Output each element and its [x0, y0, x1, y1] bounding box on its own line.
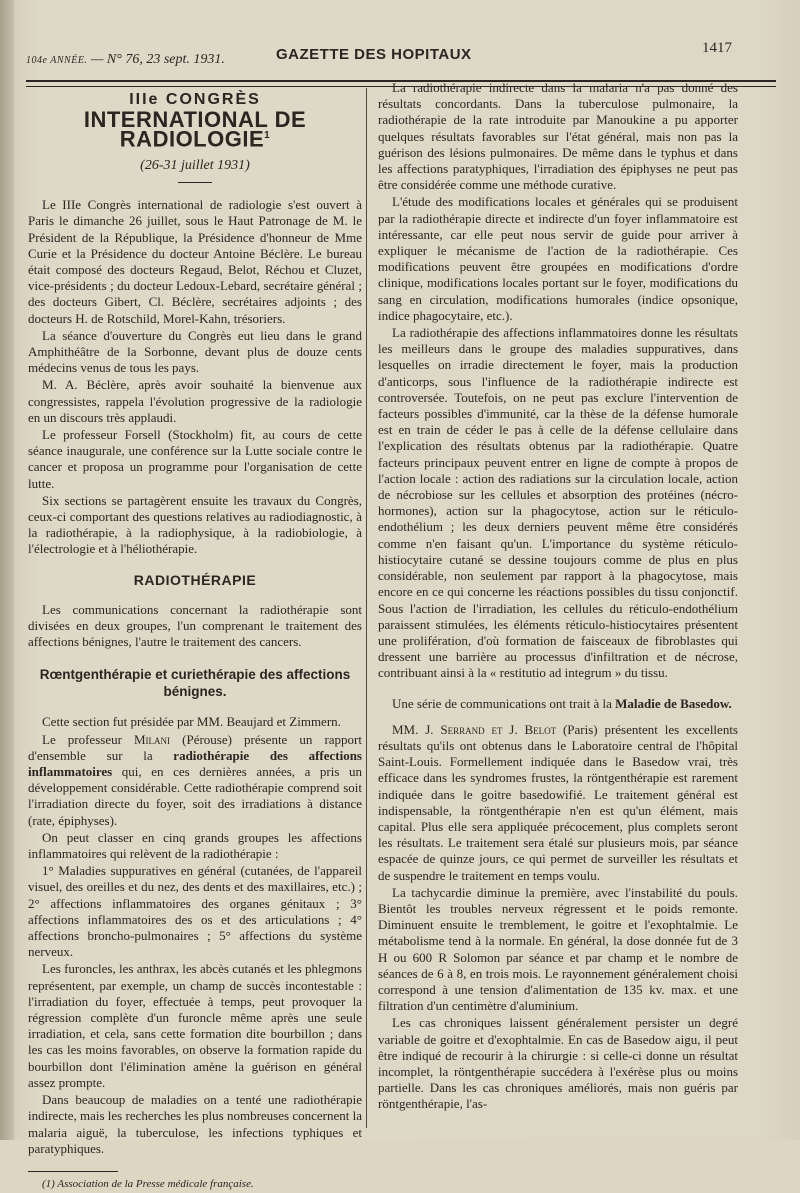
paragraph-indirecte: Dans beaucoup de maladies on a tenté une radiothérapie indirecte, mais les recherches les plus nombreuses concernent la malaria aiguë, la tuberculose, les infections typhiques et paratyphiques. — [28, 1092, 362, 1156]
congress-title-line2 — [28, 107, 362, 152]
basedow-intro-text: Une série de communications ont trait à la — [392, 695, 616, 711]
running-header — [26, 40, 732, 80]
congress-title-line1: IIIe CONGRÈS — [129, 91, 261, 108]
paragraph-furoncles: Les furoncles, les anthrax, les abcès cutanés et les phlegmons représentent, par exemple, un champ de succès incontestable : l'irradiation du foyer, effectuée à temps, peut provoquer la régression complète d'un furoncle même après une seule irradiation, et cela, sans cette formation dite bourbillon ; dans les cas les moins favorables, on observe la formation rapide du bourbillon dont l'élimination amène la guérison en général assez prompte. — [28, 961, 362, 1090]
year-label: 104e ANNÉE. — [26, 55, 88, 66]
milani-name: Milani — [134, 731, 171, 747]
congress-dates: (26-31 juillet 1931) — [140, 157, 250, 173]
paragraph-classer: On peut classer en cinq grands groupes les affections inflammatoires qui relèvent de la radiothérapie : — [28, 829, 362, 862]
milani-mid: (Pérouse) présente un rapport d'ensemble sur la — [28, 731, 362, 763]
issue-info — [26, 52, 225, 68]
paragraph-serrand — [378, 722, 738, 884]
issue-number: — N° 76, 23 sept. 1931. — [90, 52, 225, 67]
page-binding-shadow — [0, 0, 14, 1140]
milani-topic: radiothérapie des affections inflammatoires — [28, 747, 362, 780]
title-divider — [178, 182, 212, 183]
page-number: 1417 — [702, 40, 732, 56]
paragraph-presided: Cette section fut présidée par MM. Beaujard et Zimmern. — [42, 714, 341, 730]
paragraph-sorbonne: La séance d'ouverture du Congrès eut lieu dans le grand Amphithéâtre de la Sorbonne, devant plus de douze cents médecins venus de tous les pays. — [28, 327, 362, 376]
paragraph-list: 1° Maladies suppuratives en général (cutanées, de l'appareil visuel, des oreilles et du nez, des dents et des maxillaires, etc.) ; 2° affections inflammatoires des organes génitaux ; 3° affections inflammatoires des os et des articulations ; 4° affections broncho-pulmonaires ; 5° affections du système nerveux. — [28, 863, 362, 960]
serrand-authors: MM. J. Serrand et J. Belot — [392, 721, 557, 737]
paragraph-chroniques: Les cas chroniques laissent généralement persister un degré variable de goitre et d'exophtalmie. En cas de Basedow aigu, il peut être indiqué de recourir à la chirurgie : si celle-ci donne un résultat incomplet, la röntgenthérapie succédera à l'exérèse plus ou moins partielle. Dans les cas chroniques améliorés, mais non guéris par röntgenthérapie, l'as- — [378, 1015, 738, 1112]
section-title-radiotherapie: RADIOTHÉRAPIE — [133, 571, 257, 588]
right-column — [378, 80, 738, 1114]
paragraph-sections: Six sections se partagèrent ensuite les travaux du Congrès, ceux-ci comportant des questions relatives au radiodiagnostic, à la radiothérapie, à la radiophysique, à la radiobiologie, à l'électrologie et à l'héliothérapie. — [28, 492, 362, 557]
paragraph-tachycardie: La tachycardie diminue la première, avec l'instabilité du pouls. Bientôt les troubles nerveux régressent et le poids remonte. Diminuent ensuite le tremblement, le goitre et l'exophtalmie. Le métabolisme tend à la normale. En général, la dose donnée fut de 3 H ou 600 R Solomon par séance et par champ et le nombre de séances de 6 à 8, en trois mois. Le rayonnement généralement choisi correspond à une tension d'alimentation de 135 kv. max. et une filtration d'un centimètre d'aluminium. — [378, 884, 738, 1014]
footnote-rule — [28, 1171, 118, 1172]
paragraph-forsell: Le professeur Forsell (Stockholm) fit, au cours de cette séance inaugurale, une conférence sur la Lutte sociale contre le cancer et proposa un programme pour l'organisation de cette lutte. — [28, 426, 362, 491]
subsection-title-benign: Rœntgenthérapie et curiethérapie des affections bénignes. — [39, 667, 351, 700]
paragraph-modifications: L'étude des modifications locales et générales qui se produisent par la radiothérapie directe et indirecte d'un foyer inflammatoire est intéressante, car elle peut nous servir de guide pour arriver à expliquer le mécanisme de l'action de la radiothérapie. Ces modifications peuvent être groupées en modifications d'ordre clinique, modifications locales portant sur le foyer, modifications du sang en circulation, modifications humorales (indice opsonique, indice phagocytaire, etc.). — [378, 194, 738, 323]
paragraph-malaria: La radiothérapie indirecte dans la malaria n'a pas donné des résultats concordants. Dans la tuberculose pulmonaire, la radiothérapie de la rate introduite par Manoukine a pu apporter quelques résultats favorables sur l'état général, mais non pas la guérison des lésions pulmonaires. De même dans le typhus et dans les affections paratyphiques, l'irradiation des épiphyses ne peut pas être considérée comme une méthode curative. — [378, 80, 738, 193]
paragraph-communications: Les communications concernant la radiothérapie sont divisées en deux groupes, l'un comprenant le traitement des affections bénignes, l'autre le traitement des cancers. — [28, 601, 362, 650]
footnote-marker: 1 — [264, 130, 271, 142]
milani-start: Le professeur — [42, 731, 134, 747]
paragraph-milani — [28, 732, 362, 829]
journal-title: GAZETTE DES HOPITAUX — [276, 46, 472, 63]
footnote: (1) Association de la Presse médicale française. — [42, 1177, 254, 1190]
serrand-text: (Paris) présentent les excellents résultats qu'ils ont obtenus dans le Laboratoire central de l'hôpital Saint-Louis. Formellement indiquée dans le Basedow vrai, très efficace dans les syndromes frustes, la röntgenthérapie est rarement indiquée dans le goitre basedowifié. Le traitement général est indispensable, la röntgenthérapie n'en est qu'un élément, mais capital. Plus elle sera appliquée précocement, plus complets seront les résultats. Le traitement sera étalé sur plusieurs mois, par séance espacée de quinze jours, ce qui permet de surveiller les résultats et de suspendre le traitement en temps voulu. — [378, 721, 738, 883]
paragraph-mecanisme: La radiothérapie des affections inflammatoires donne les résultats les meilleurs dans le groupe des maladies suppuratives, dans lesquelles on irradie directement le foyer, mais la production d'anticorps, sous l'influence de la radiothérapie indirecte est controversée. Toutefois, on ne peut pas exclure l'intervention de facteurs possibles d'immunité, car la thèse de la défense humorale est en train de céder le pas à celle de la défense cellulaire dans l'explication des résultats obtenus par la radiothérapie. Quatre facteurs principaux peuvent entrer en ligne de compte à propos de l'action locale : action des radiations sur la circulation locale, action de nécrobiose sur les cellules et absorption des protéines (nécro-hormones), action sur la phagocytose, action sur le réticulo-endothélium ; les deux derniers peuvent même être considérés comme n'en faisant qu'un. L'importance du système réticulo-histiocytaire cutané se dessine toujours comme de plus en plus considérable, non seulement par rapport à la phagocytose, mais encore en ce qui concerne les réactions possibles du tissu conjonctif. Sous l'action de l'irradiation, les cellules du réticulo-endothélium paraissent stimulées, les éléments réticulo-histiocytaires présentent une prolifération, d'où formation de faisceaux de fibroblastes qui dressent une barrière au processus d'infiltration et de nécrose, contribuant ainsi à la « restitutio ad integrum » du tissu. — [378, 325, 738, 681]
paragraph-opening: Le IIIe Congrès international de radiologie s'est ouvert à Paris le dimanche 26 juillet, sous le Haut Patronage de M. le Président de la République, la Présidence d'honneur de Mme Curie et la Présidence du docteur Antoine Béclère. Le bureau était composé des docteurs Regaud, Belot, Réchou et Cluzet, vice-présidents ; du docteur Ledoux-Lebard, secrétaire général ; des docteurs Gibert, Cl. Béclère, secrétaires adjoints ; des docteurs H. de Rotschild, Morel-Kahn, trésoriers. — [28, 197, 362, 326]
congress-title-text: INTERNATIONAL DE RADIOLOGIE — [83, 107, 307, 152]
milani-end: qui, en ces dernières années, a pris un développement considérable. Cette radiothérapie comprend soit l'irradiation directe du foyer, soit des irradiations à distance (rate, épiphyses). — [28, 764, 362, 828]
basedow-topic: Maladie de Basedow. — [615, 695, 732, 711]
paragraph-beclere: M. A. Béclère, après avoir souhaité la bienvenue aux congressistes, rappela l'évolution progressive de la radiologie en un discours très applaudi. — [28, 377, 362, 425]
left-column — [28, 88, 362, 1193]
paragraph-basedow-intro — [378, 696, 738, 712]
column-separator — [366, 88, 367, 1128]
